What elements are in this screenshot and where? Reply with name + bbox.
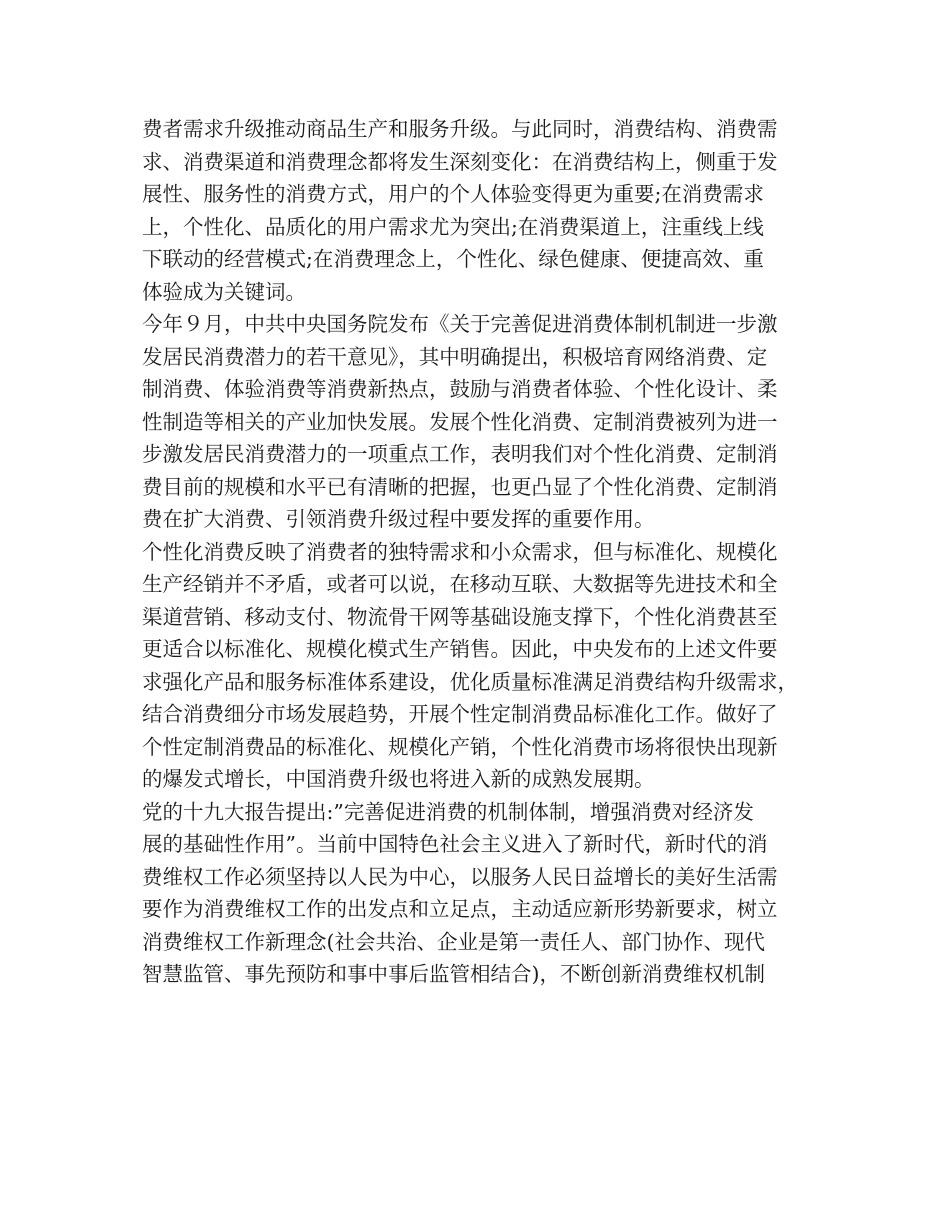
text-line: 发居民消费潜力的若干意见》，其中明确提出，积极培育网络消费、定: [142, 344, 768, 369]
text-line: 今年９月，中共中央国务院发布《关于完善促进消费体制机制进一步激: [142, 312, 778, 336]
text-line: 党的十九大报告提出:”完善促进消费的机制体制，增强消费对经济发: [142, 799, 754, 824]
text-line: 消费维权工作新理念(社会共治、企业是第一责任人、部门协作、现代: [142, 929, 765, 954]
text-line: 个性化消费反映了消费者的独特需求和小众需求，但与标准化、规模化: [142, 539, 778, 564]
text-line: 下联动的经营模式;在消费理念上，个性化、绿色健康、便捷高效、重: [142, 247, 764, 271]
text-line: 体验成为关键词。: [142, 279, 306, 304]
text-line: 求强化产品和服务标准体系建设，优化质量标准满足消费结构升级需求，: [142, 669, 798, 694]
text-line: 智慧监管、事先预防和事中事后监管相结合)，不断创新消费维权机制: [142, 962, 765, 986]
text-line: 个性定制消费品的标准化、规模化产销，个性化消费市场将很快出现新: [142, 734, 778, 759]
text-line: 费目前的规模和水平已有清晰的把握，也更凸显了个性化消费、定制消: [142, 474, 778, 499]
text-line: 的爆发式增长，中国消费升级也将进入新的成熟发展期。: [142, 767, 655, 791]
text-line: 生产经销并不矛盾，或者可以说，在移动互联、大数据等先进技术和全: [142, 572, 778, 596]
text-line: 制消费、体验消费等消费新热点，鼓励与消费者体验、个性化设计、柔: [142, 377, 778, 401]
text-line: 要作为消费维权工作的出发点和立足点，主动适应新形势新要求，树立: [142, 897, 778, 921]
text-line: 更适合以标准化、规模化模式生产销售。因此，中央发布的上述文件要: [142, 637, 778, 661]
text-line: 费者需求升级推动商品生产和服务升级。与此同时，消费结构、消费需: [142, 117, 778, 141]
text-line: 求、消费渠道和消费理念都将发生深刻变化：在消费结构上，侧重于发: [142, 149, 778, 174]
text-line: 费维权工作必须坚持以人民为中心，以服务人民日益增长的美好生活需: [142, 864, 778, 889]
text-line: 上，个性化、品质化的用户需求尤为突出;在消费渠道上，注重线上线: [142, 214, 764, 239]
text-line: 步激发居民消费潜力的一项重点工作，表明我们对个性化消费、定制消: [142, 442, 778, 466]
document-body: [142, 113, 825, 991]
text-line: 结合消费细分市场发展趋势，开展个性定制消费品标准化工作。做好了: [142, 702, 778, 726]
text-line: 渠道营销、移动支付、物流骨干网等基础设施支撑下，个性化消费甚至: [142, 604, 778, 629]
text-line: 展的基础性作用”。当前中国特色社会主义进入了新时代，新时代的消: [142, 832, 768, 856]
text-line: 展性、服务性的消费方式，用户的个人体验变得更为重要;在消费需求: [142, 182, 764, 206]
text-line: 性制造等相关的产业加快发展。发展个性化消费、定制消费被列为进一: [142, 409, 778, 434]
text-line: 费在扩大消费、引领消费升级过程中要发挥的重要作用。: [142, 507, 655, 531]
